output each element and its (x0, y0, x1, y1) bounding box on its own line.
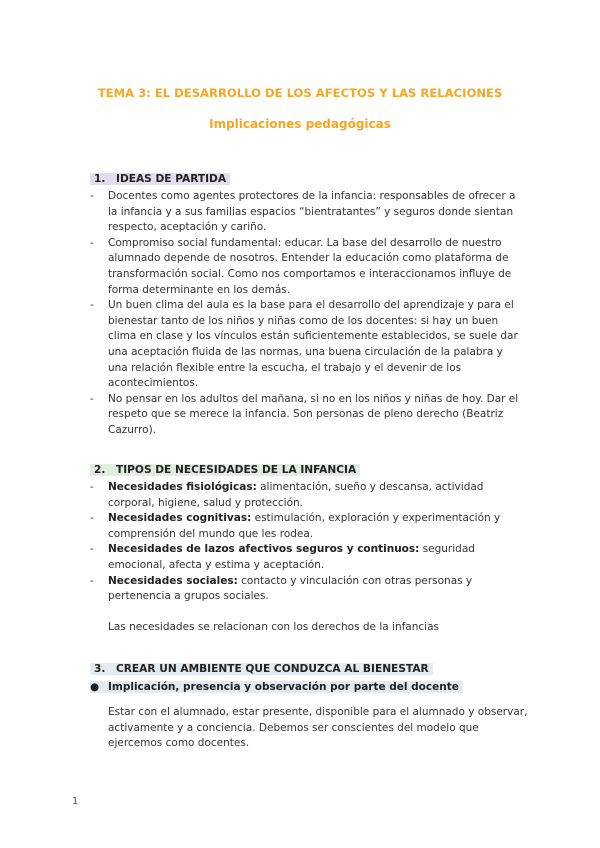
section-number: 3. (94, 663, 106, 675)
document-title: TEMA 3: EL DESARROLLO DE LOS AFECTOS Y LAS RELACIONES (97, 86, 503, 100)
section-number: 1. (94, 173, 106, 185)
section-heading-crear-ambiente (90, 662, 433, 677)
ideas-list (90, 189, 520, 439)
list-item: - Un buen clima del aula es la base para el desarrollo del aprendizaje y para el bienestar tanto de los niños y niñas como de los docentes: si hay un buen clima en clase y los vínculos están suficientemente establecidos, se suele dar una aceptación fluida de las normas, una buena circulación de la palabra y una relación flexible entre la escucha, el trabajo y el devenir de los acontecimientos. (90, 298, 520, 392)
need-text: contacto y vinculación con otras personas y pertenencia a grupos sociales. (108, 574, 473, 603)
bullet-text: Implicación, presencia y observación por parte del docente (108, 681, 459, 693)
bullet-implicacion (90, 680, 463, 695)
need-text: alimentación, sueño y descansa, actividad corporal, higiene, salud y protección. (108, 481, 484, 509)
need-text: estimulación, exploración y experimentación y comprensión del mundo que les rodea. (108, 512, 501, 540)
list-item: - Compromiso social fundamental: educar. La base del desarrollo de nuestro alumnado depende de nosotros. Entender la educación como plataforma de transformación social. Como nos comportamos e interaccionamos influye de forma determinante en los demás. (90, 236, 520, 298)
document-subtitle: Implicaciones pedagógicas (209, 117, 391, 131)
list-item: - No pensar en los adultos del mañana, si no en los niños y niñas de hoy. Dar el respeto que se merece la infancia. Son personas de pleno derecho (Beatriz Cazurro). (90, 392, 520, 439)
list-item (90, 480, 520, 511)
section-title: CREAR UN AMBIENTE QUE CONDUZCA AL BIENESTAR (116, 663, 429, 675)
list-item (90, 542, 520, 573)
need-term: Necesidades sociales: (108, 574, 238, 587)
need-term: Necesidades fisiológicas: (108, 481, 257, 493)
need-term: Necesidades de lazos afectivos seguros y continuos: (108, 543, 420, 556)
list-item (90, 511, 520, 542)
paragraph-estar-con-alumnado: Estar con el alumnado, estar presente, disponible para el alumnado y observar, activamente y a conciencia. Debemos ser conscientes del modelo que ejercemos como docentes. (108, 706, 528, 750)
needs-note: Las necesidades se relacionan con los derechos de la infancias (108, 621, 439, 633)
list-item (90, 574, 520, 605)
section-number: 2. (94, 464, 106, 476)
need-text: seguridad emocional, afecta y estima y aceptación. (108, 543, 475, 571)
needs-list (90, 480, 520, 605)
section-heading-ideas-de-partida (90, 172, 230, 187)
need-term: Necesidades cognitivas: (108, 512, 252, 525)
section-title: TIPOS DE NECESIDADES DE LA INFANCIA (116, 464, 357, 476)
bullet-dot-icon: ● (90, 681, 100, 693)
section-title: IDEAS DE PARTIDA (116, 173, 227, 185)
list-item: - Docentes como agentes protectores de la infancia: responsables de ofrecer a la infancia y a sus familias espacios “bientratantes” y seguros donde sientan respecto, aceptación y cariño. (90, 189, 520, 236)
page-number: 1 (72, 796, 79, 807)
section-heading-tipos-necesidades (90, 463, 360, 478)
